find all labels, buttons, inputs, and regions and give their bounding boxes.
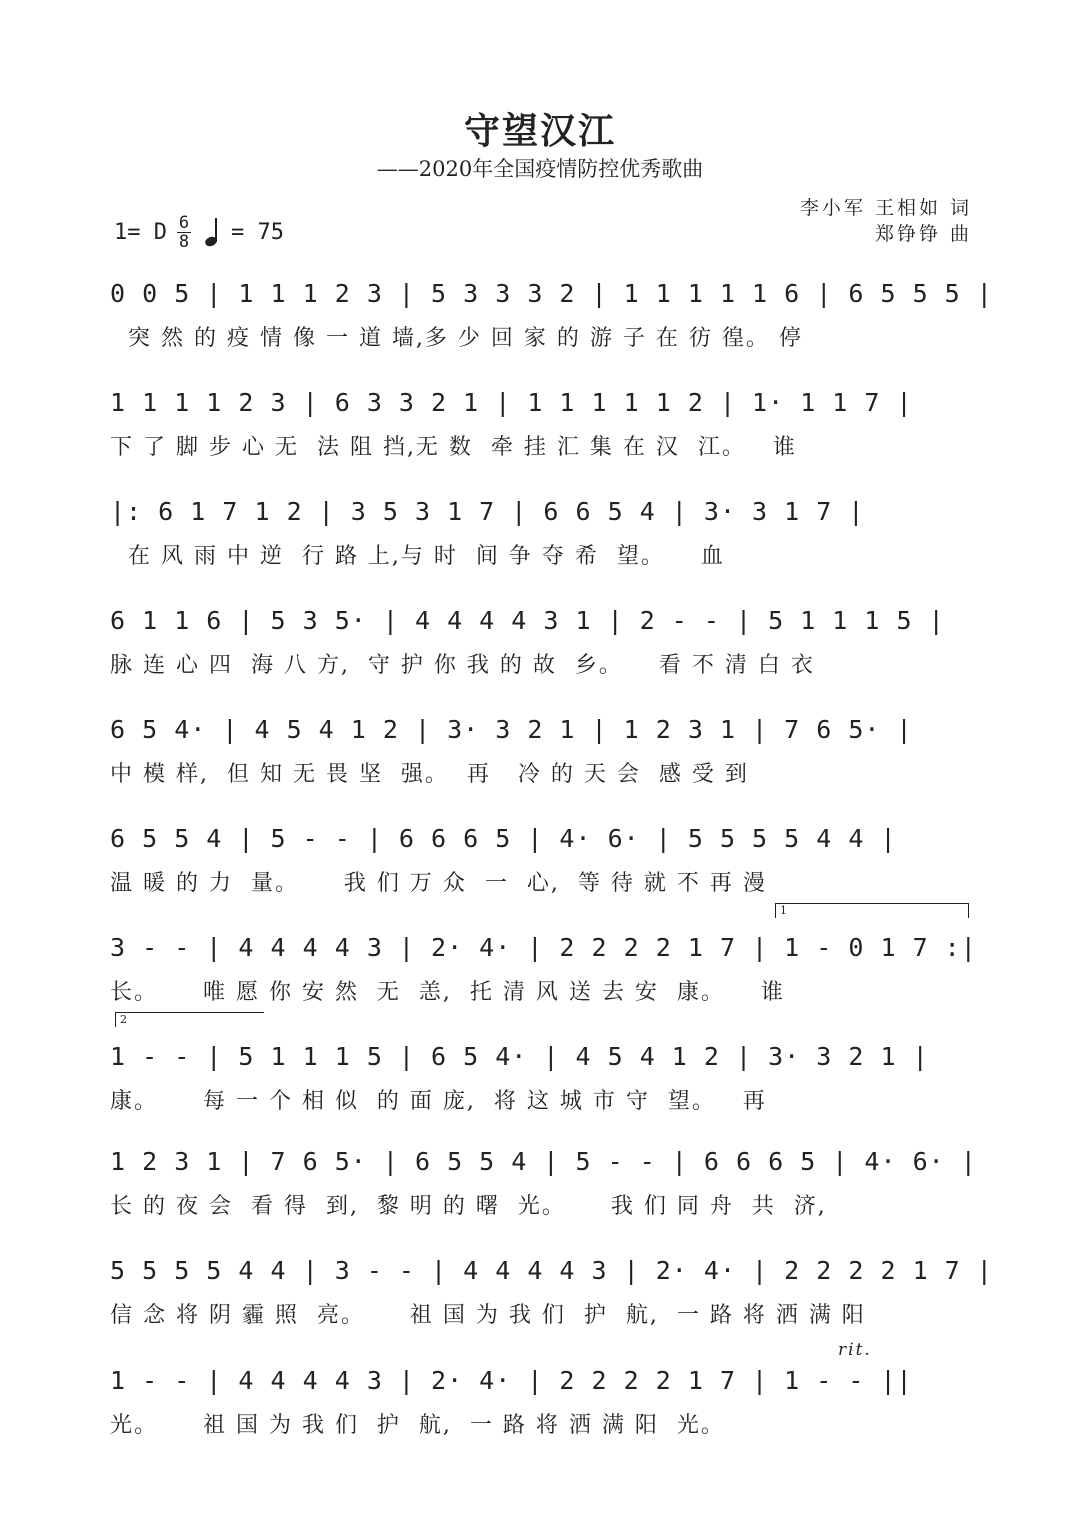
tempo-bpm: = 75 — [230, 219, 284, 245]
second-ending-bracket — [115, 1012, 264, 1027]
notes-line: 5 5 5 5 4 4 | 3 - - | 4 4 4 4 3 | 2· 4· | 2 2 2 2 1 7 | — [110, 1256, 993, 1285]
notes-line: 1 - - | 5 1 1 1 5 | 6 5 4· | 4 5 4 1 2 | 3· 3 2 1 | — [110, 1042, 929, 1071]
second-ending-number: 2 — [120, 1013, 127, 1026]
meter-bottom: 8 — [178, 231, 190, 252]
composer-credit: 郑铮铮 曲 — [874, 223, 972, 245]
key-signature: 1= D — [114, 219, 167, 245]
notes-line: 1 2 3 1 | 7 6 5· | 6 5 5 4 | 5 - - | 6 6 6 5 | 4· 6· | — [110, 1147, 977, 1176]
song-subtitle: ——2020年全国疫情防控优秀歌曲 — [376, 157, 704, 181]
lyrics-line: 康。 每 一 个 相 似 的 面 庞, 将 这 城 市 守 望。 再 — [110, 1089, 767, 1114]
lyrics-line: 突 然 的 疫 情 像 一 道 墙,多 少 回 家 的 游 子 在 彷 徨。 停 — [110, 326, 803, 351]
lyrics-line: 光。 祖 国 为 我 们 护 航, 一 路 将 洒 满 阳 光。 — [110, 1413, 725, 1438]
ritardando-marking: rit. — [838, 1340, 872, 1360]
lyrics-line: 长。 唯 愿 你 安 然 无 恙, 托 清 风 送 去 安 康。 谁 — [110, 980, 785, 1005]
lyrics-line: 在 风 雨 中 逆 行 路 上,与 时 间 争 夺 希 望。 血 — [110, 544, 725, 569]
time-signature — [177, 212, 191, 252]
first-ending-number: 1 — [780, 904, 787, 917]
lyrics-line: 脉 连 心 四 海 八 方, 守 护 你 我 的 故 乡。 看 不 清 白 衣 — [110, 653, 815, 678]
first-ending-bracket — [775, 903, 969, 918]
notes-line: 1 1 1 1 2 3 | 6 3 3 2 1 | 1 1 1 1 1 2 | 1· 1 1 7 | — [110, 388, 913, 417]
notes-line: 1 - - | 4 4 4 4 3 | 2· 4· | 2 2 2 2 1 7 | 1 - - || — [110, 1366, 913, 1395]
quarter-note-icon — [205, 218, 219, 246]
lyrics-line: 下 了 脚 步 心 无 法 阻 挡,无 数 牵 挂 汇 集 在 汉 江。 谁 — [110, 435, 797, 460]
notes-line: 0 0 5 | 1 1 1 2 3 | 5 3 3 3 2 | 1 1 1 1 1 6 | 6 5 5 5 | — [110, 279, 993, 308]
lyrics-line: 长 的 夜 会 看 得 到, 黎 明 的 曙 光。 我 们 同 舟 共 济, — [110, 1194, 827, 1219]
notes-line: 6 1 1 6 | 5 3 5· | 4 4 4 4 3 1 | 2 - - | 5 1 1 1 5 | — [110, 606, 945, 635]
lyricist-credit: 李小军 王相如 词 — [799, 197, 972, 219]
notes-line: 6 5 4· | 4 5 4 1 2 | 3· 3 2 1 | 1 2 3 1 | 7 6 5· | — [110, 715, 913, 744]
tempo-marking — [114, 212, 284, 252]
lyrics-line: 温 暖 的 力 量。 我 们 万 众 一 心, 等 待 就 不 再 漫 — [110, 871, 767, 896]
notes-line: 6 5 5 4 | 5 - - | 6 6 6 5 | 4· 6· | 5 5 5 5 4 4 | — [110, 824, 897, 853]
meter-top: 6 — [178, 212, 190, 233]
song-title: 守望汉江 — [463, 111, 616, 152]
notes-line: 3 - - | 4 4 4 4 3 | 2· 4· | 2 2 2 2 1 7 | 1 - 0 1 7 :| — [110, 933, 977, 962]
notes-line: |: 6 1 7 1 2 | 3 5 3 1 7 | 6 6 5 4 | 3· 3 1 7 | — [110, 497, 865, 526]
lyrics-line: 信 念 将 阴 霾 照 亮。 祖 国 为 我 们 护 航, 一 路 将 洒 满 阳 — [110, 1303, 866, 1328]
lyrics-line: 中 模 样, 但 知 无 畏 坚 强。 再 冷 的 天 会 感 受 到 — [110, 762, 749, 787]
